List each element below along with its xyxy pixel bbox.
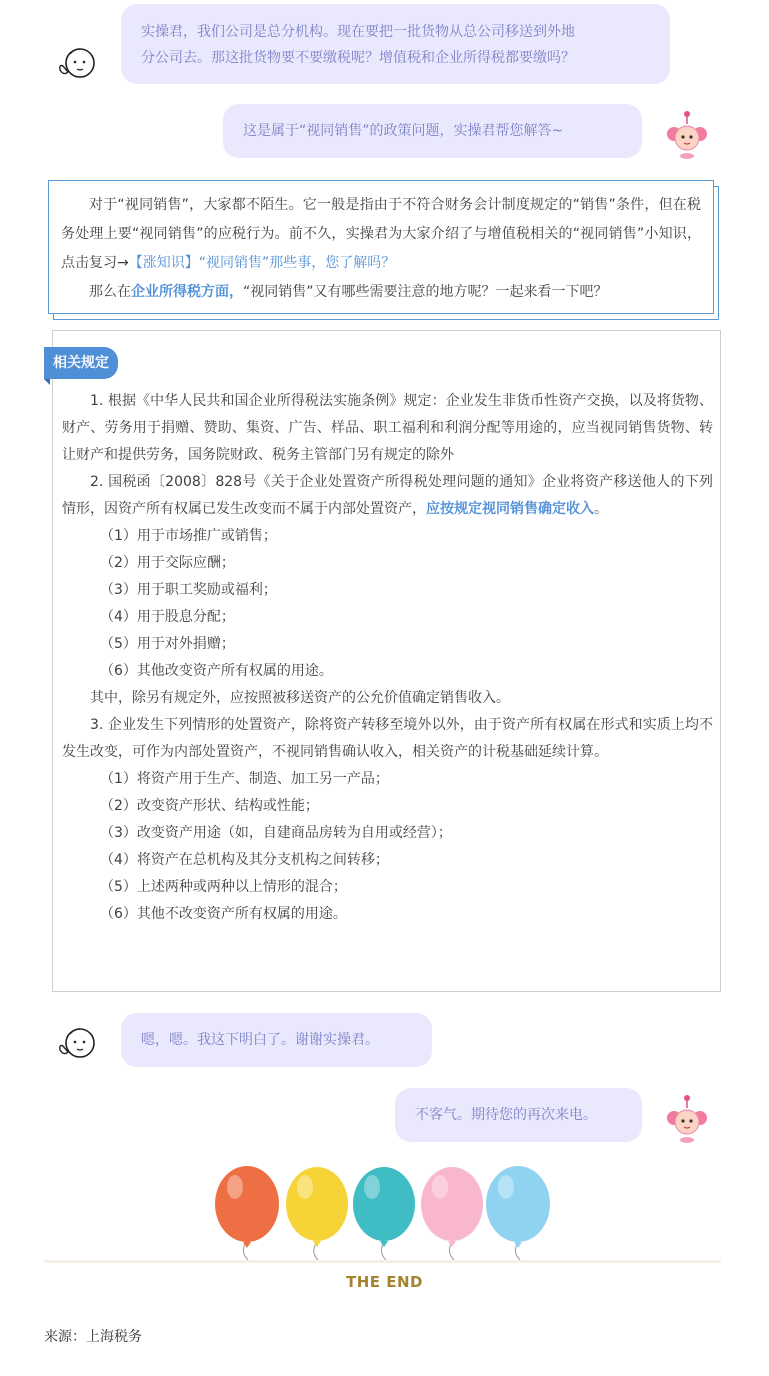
list-item: （6）其他改变资产所有权属的用途。 — [100, 663, 333, 679]
list-item: （2）用于交际应酬； — [100, 555, 235, 571]
intro-paragraph-1 — [61, 191, 701, 278]
rule-item-2-note: 其中，除另有规定外，应按照被移送资产的公允价值确定销售收入。 — [90, 690, 510, 706]
list-item: （4）将资产在总机构及其分支机构之间转移； — [100, 852, 389, 868]
chat-answer-text: 这是属于“视同销售”的政策问题，实操君帮您解答~ — [243, 123, 564, 139]
rule-item-2-text: 2. 国税函〔2008〕828号《关于企业处置资产所得税处理问题的通知》企业将资产移送他人的下列情形，因资产所有权属已发生改变而不属于内部处置资产， — [62, 474, 713, 517]
balloon-teal-icon — [353, 1167, 415, 1260]
list-item: （5）上述两种或两种以上情形的混合； — [100, 879, 347, 895]
balloon-blue-icon — [486, 1166, 550, 1260]
list-item: （5）用于对外捐赠； — [100, 636, 235, 652]
chat-bubble-reply — [395, 1088, 642, 1142]
list-item: （1）将资产用于生产、制造、加工另一产品； — [100, 771, 389, 787]
intro-p2-highlight: 企业所得税方面， — [131, 284, 243, 300]
chat-bubble-thanks — [121, 1013, 432, 1067]
source-credit: 来源：上海税务 — [44, 1329, 142, 1345]
user-avatar-icon — [56, 46, 98, 86]
intro-paragraph-2 — [61, 278, 701, 307]
rules-section-tag: 相关规定 — [44, 347, 118, 379]
balloons-illustration — [210, 1162, 560, 1262]
balloon-pink-icon — [421, 1167, 483, 1260]
rule-item-2-highlight: 应按规定视同销售确定收入 — [426, 501, 594, 517]
chat-bubble-question — [121, 4, 670, 84]
list-item: （6）其他不改变资产所有权属的用途。 — [100, 906, 347, 922]
intro-p2-prefix: 那么在 — [89, 284, 131, 300]
balloon-red-icon — [215, 1166, 279, 1260]
intro-text: 对于“视同销售”，大家都不陌生。它一般是指由于不符合财务会计制度规定的“销售”条件，但在税务处理上要“视同销售”的应税行为。前不久，实操君为大家介绍了与增值税相关的“视同销售”小知识，点击复习→ — [61, 197, 701, 271]
chat-line-2: 分公司去。那这批货物要不要缴税呢？增值税和企业所得税都要缴吗？ — [141, 50, 575, 66]
assistant-avatar-icon — [665, 1094, 709, 1148]
chat-reply-text: 不客气。期待您的再次来电。 — [415, 1107, 597, 1123]
chat-line-1: 实操君，我们公司是总分机构。现在要把一批货物从总公司移送到外地 — [141, 24, 575, 40]
list-item: （3）用于职工奖励或福利； — [100, 582, 277, 598]
intro-box — [48, 180, 714, 314]
chat-thanks-text: 嗯，嗯。我这下明白了。谢谢实操君。 — [141, 1032, 379, 1048]
list-item: （1）用于市场推广或销售； — [100, 528, 277, 544]
list-item: （4）用于股息分配； — [100, 609, 235, 625]
end-divider — [44, 1260, 721, 1263]
chat-bubble-answer — [223, 104, 642, 158]
user-avatar-icon — [56, 1026, 98, 1066]
list-item: （3）改变资产用途（如，自建商品房转为自用或经营）； — [100, 825, 452, 841]
the-end-label: THE END — [345, 1273, 423, 1291]
intro-p2-suffix: “视同销售”又有哪些需要注意的地方呢？一起来看一下吧？ — [243, 284, 608, 300]
rule-item-3: 3. 企业发生下列情形的处置资产，除将资产转移至境外以外，由于资产所有权属在形式和实质上均不发生改变，可作为内部处置资产，不视同销售确认收入，相关资产的计税基础延续计算。 — [62, 717, 713, 760]
rule-item-2-end: 。 — [594, 501, 608, 517]
rules-tag-fold — [44, 379, 50, 385]
review-article-link[interactable]: 【涨知识】“视同销售”那些事，您了解吗？ — [128, 255, 396, 271]
list-item: （2）改变资产形状、结构或性能； — [100, 798, 319, 814]
balloon-yellow-icon — [286, 1167, 348, 1260]
rule-item-1: 1. 根据《中华人民共和国企业所得税法实施条例》规定：企业发生非货币性资产交换，以及将货物、财产、劳务用于捐赠、赞助、集资、广告、样品、职工福利和利润分配等用途的，应当视同销售货物、转让财产和提供劳务，国务院财政、税务主管部门另有规定的除外 — [62, 393, 713, 463]
rule-item-2 — [62, 469, 713, 523]
assistant-avatar-icon — [665, 110, 709, 164]
rules-content — [62, 388, 713, 928]
